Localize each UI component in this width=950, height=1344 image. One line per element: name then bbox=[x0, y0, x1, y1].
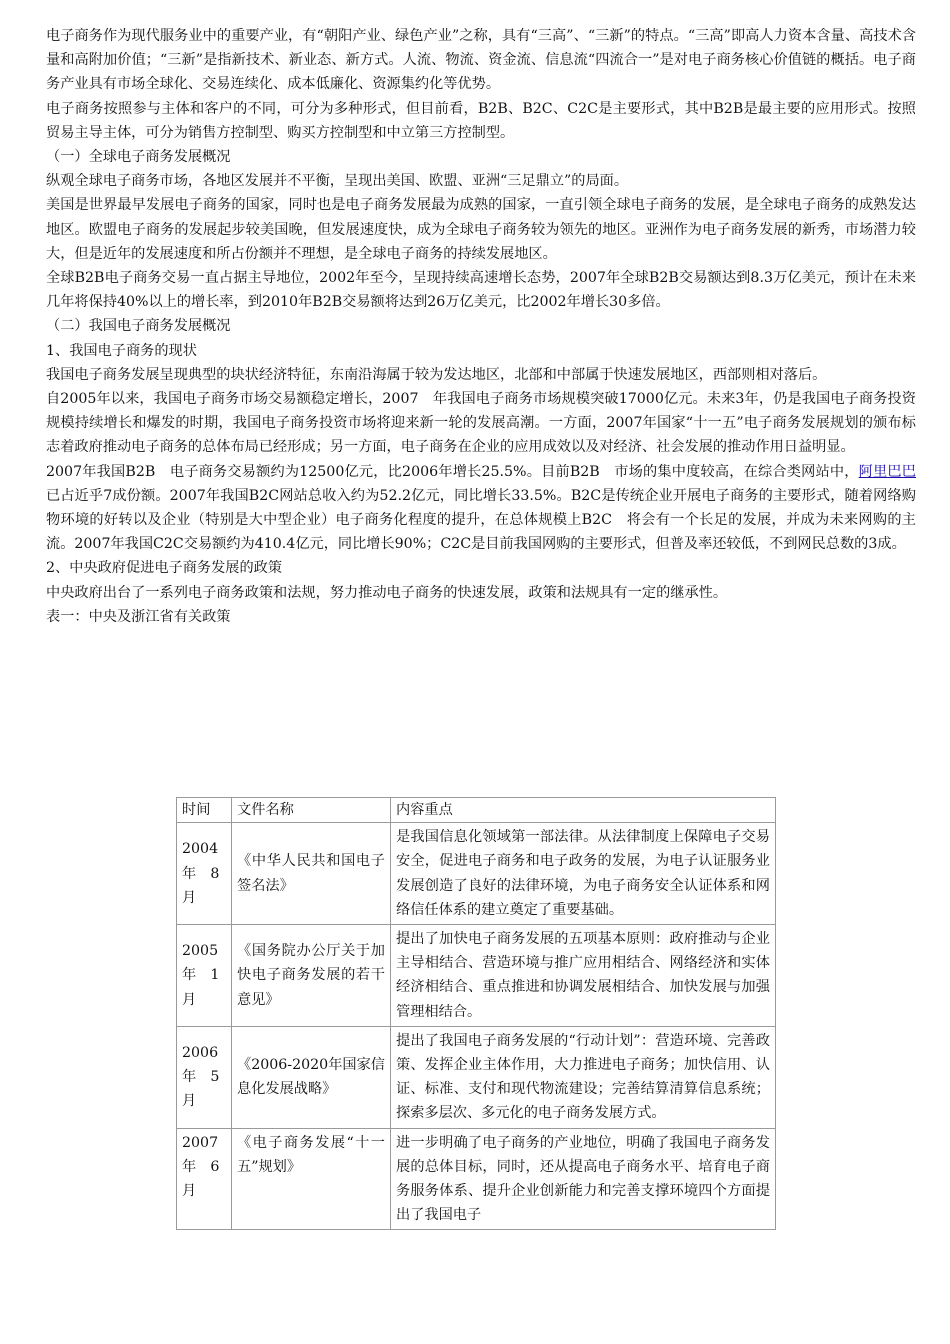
cell-document-name: 《电子商务发展“十一五”规划》 bbox=[232, 1128, 391, 1230]
market-paragraph bbox=[46, 460, 916, 557]
table-caption: 表一：中央及浙江省有关政策 bbox=[46, 608, 231, 625]
document-body bbox=[46, 24, 916, 629]
market-text-after-link: 已占近乎7成份额。2007年我国B2C网站总收入约为52.2亿元，同比增长33.5%。B2C是传统企业开展电子商务的主要形式，随着网络购物环境的好转以及企业（特别是大中型企业）电子商务化程度的提升，在总体规模上B2C 将会有一个长足的发展，并成为未来网购的主流。2007年我国C2C交易额约为410.4亿元，同比增长90%；C2C是目前我国网购的主要形式，但普及率还较低，不到网民总数的3成。 bbox=[46, 487, 916, 553]
global-paragraph-3: 全球B2B电子商务交易一直占据主导地位，2002年至今，呈现持续高速增长态势，2007年全球B2B交易额达到8.3万亿美元，预计在未来几年将保持40%以上的增长率，到2010年B2B交易额将达到26万亿美元，比2002年增长30多倍。 bbox=[46, 270, 916, 311]
status-paragraph-1: 我国电子商务发展呈现典型的块状经济特征，东南沿海属于较为发达地区，北部和中部属于快速发展地区，西部则相对落后。 bbox=[46, 366, 827, 383]
intro-paragraph-1: 电子商务作为现代服务业中的重要产业，有“朝阳产业、绿色产业”之称，具有“三高”、“三新”的特点。“三高”即高人力资本含量、高技术含量和高附加价值；“三新”是指新技术、新业态、新方式。人流、物流、资金流、信息流“四流合一”是对电子商务核心价值链的概括。电子商务产业具有市场全球化、交易连续化、成本低廉化、资源集约化等优势。 bbox=[46, 28, 916, 93]
global-paragraph-2: 美国是世界最早发展电子商务的国家，同时也是电子商务发展最为成熟的国家，一直引领全球电子商务的发展，是全球电子商务的成熟发达地区。欧盟电子商务的发展起步较美国晚，但发展速度快，成为全球电子商务较为领先的地区。亚洲作为电子商务发展的新秀，市场潜力较大，但是近年的发展速度和所占份额并不理想，是全球电子商务的持续发展地区。 bbox=[46, 197, 916, 262]
section-heading-china: （二）我国电子商务发展概况 bbox=[46, 318, 231, 335]
table-row bbox=[177, 925, 776, 1027]
cell-document-name: 《国务院办公厅关于加快电子商务发展的若干意见》 bbox=[232, 925, 391, 1027]
cell-document-name: 《2006-2020年国家信息化发展战略》 bbox=[232, 1026, 391, 1128]
table-row bbox=[177, 823, 776, 925]
status-paragraph-2: 自2005年以来，我国电子商务市场交易额稳定增长，2007 年我国电子商务市场规模突破17000亿元。未来3年，仍是我国电子商务投资规模持续增长和爆发的时期，我国电子商务投资市场将迎来新一轮的发展高潮。一方面，2007年国家“十一五”电子商务发展规划的颁布标志着政府推动电子商务的总体布局已经形成；另一方面，电子商务在企业的应用成效以及对经济、社会发展的推动作用日益明显。 bbox=[46, 391, 916, 456]
subheading-status: 1、我国电子商务的现状 bbox=[46, 342, 197, 359]
cell-time: 2006年 5月 bbox=[177, 1026, 232, 1128]
cell-content: 提出了我国电子商务发展的“行动计划”：营造环境、完善政策、发挥企业主体作用，大力推进电子商务；加快信用、认证、标准、支付和现代物流建设；完善结算清算信息系统；探索多层次、多元化的电子商务发展方式。 bbox=[391, 1026, 776, 1128]
cell-document-name: 《中华人民共和国电子签名法》 bbox=[232, 823, 391, 925]
section-heading-global: （一）全球电子商务发展概况 bbox=[46, 149, 231, 166]
alibaba-link[interactable]: 阿里巴巴 bbox=[858, 463, 916, 480]
table-row bbox=[177, 1128, 776, 1230]
cell-time: 2005年 1月 bbox=[177, 925, 232, 1027]
policy-table bbox=[176, 797, 776, 1230]
intro-paragraph-2: 电子商务按照参与主体和客户的不同，可分为多种形式，但目前看，B2B、B2C、C2C是主要形式，其中B2B是最主要的应用形式。按照贸易主导主体，可分为销售方控制型、购买方控制型和中立第三方控制型。 bbox=[46, 100, 916, 141]
table-header-row bbox=[177, 798, 776, 823]
market-text-before-link: 2007年我国B2B 电子商务交易额约为12500亿元，比2006年增长25.5%。目前B2B 市场的集中度较高，在综合类网站中， bbox=[46, 463, 859, 480]
cell-time: 2004年 8月 bbox=[177, 823, 232, 925]
cell-content: 进一步明确了电子商务的产业地位，明确了我国电子商务发展的总体目标，同时，还从提高电子商务水平、培育电子商务服务体系、提升企业创新能力和完善支撑环境四个方面提出了我国电子 bbox=[391, 1128, 776, 1230]
cell-content: 是我国信息化领域第一部法律。从法律制度上保障电子交易安全，促进电子商务和电子政务的发展，为电子认证服务业发展创造了良好的法律环境，为电子商务安全认证体系和网络信任体系的建立奠定了重要基础。 bbox=[391, 823, 776, 925]
cell-content: 提出了加快电子商务发展的五项基本原则：政府推动与企业主导相结合、营造环境与推广应用相结合、网络经济和实体经济相结合、重点推进和协调发展相结合、加快发展与加强管理相结合。 bbox=[391, 925, 776, 1027]
header-time: 时间 bbox=[177, 798, 232, 823]
cell-time: 2007年 6月 bbox=[177, 1128, 232, 1230]
table-row bbox=[177, 1026, 776, 1128]
header-document-name: 文件名称 bbox=[232, 798, 391, 823]
subheading-policy: 2、中央政府促进电子商务发展的政策 bbox=[46, 560, 283, 577]
policy-paragraph: 中央政府出台了一系列电子商务政策和法规，努力推动电子商务的快速发展，政策和法规具有一定的继承性。 bbox=[46, 584, 728, 601]
header-content-focus: 内容重点 bbox=[391, 798, 776, 823]
global-paragraph-1: 纵观全球电子商务市场，各地区发展并不平衡，呈现出美国、欧盟、亚洲“三足鼎立”的局面。 bbox=[46, 173, 629, 190]
